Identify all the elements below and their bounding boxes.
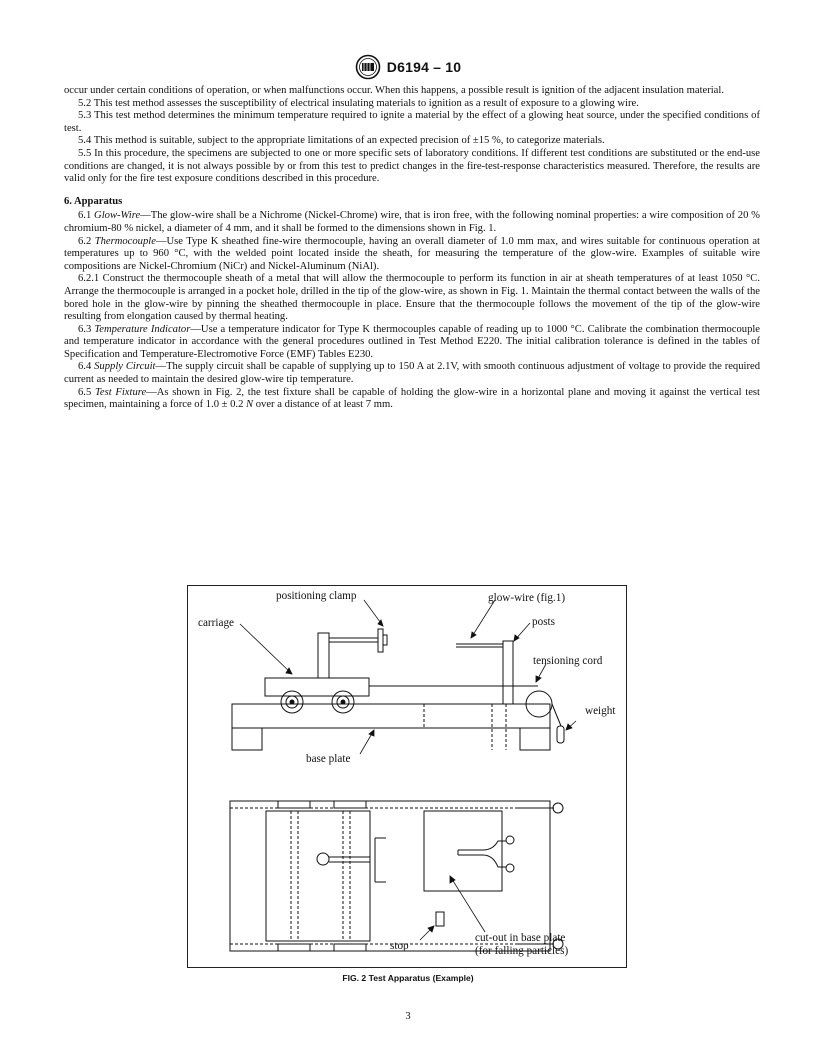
figure-caption: FIG. 2 Test Apparatus (Example): [342, 973, 474, 983]
label-cutout: cut-out in base plate: [475, 932, 566, 944]
page-number: 3: [405, 1011, 411, 1022]
term-thermocouple: Thermocouple: [94, 235, 156, 247]
top-view: [230, 801, 566, 951]
term-test-fixture: Test Fixture: [94, 386, 147, 398]
label-tensioning-cord: tensioning cord: [533, 655, 603, 667]
paragraph-6-4: 6.4 Supply Circuit—The supply circuit shall be capable of supplying up to 150 A at 2.1V, with smooth continuous adjustment of voltage to provide the required current as needed to maintain the desired glow-wire tip temperature.: [64, 361, 760, 386]
apparatus-drawing: [188, 586, 628, 969]
page-header: [0, 52, 816, 82]
label-glow-wire: glow-wire (fig.1): [488, 592, 566, 604]
document-body: [64, 85, 760, 412]
paragraph-6-2: 6.2 Thermocouple—Use Type K sheathed fine-wire thermocouple, having an overall diameter of 1.0 mm max, and wires suitable for continuous operation at temperatures up to 960 °C, with the welded point located inside the sheath, for measuring the temperature of the glow-wire. Examples of suitable wire compositions are Nickel-Chromium (NiCr) and Nickel-Aluminum (NiAl).: [64, 235, 761, 272]
label-base-plate: base plate: [306, 753, 351, 765]
paragraph-6-2-1: 6.2.1 Construct the thermocouple sheath of a metal that will allow the thermocouple to perform its function in air at sheath temperatures of at least 1050 °C. Arrange the thermocouple is arranged in a pocket hole, drilled in the tip of the glow-wire, as shown in Fig. 1. Maintain the thermal contact between the walls of the bored hole in the glow-wire by pinning the sheathed thermocouple in place. Ensure that the thermocouple follows the movement of the tip of the glow-wire resulting from elongation caused by thermal heating.: [64, 273, 760, 323]
label-cutout-note: (for falling particles): [475, 945, 569, 957]
leader-lines: [240, 600, 576, 940]
section-heading-apparatus: 6. Apparatus: [64, 195, 123, 207]
figure-test-apparatus: [187, 585, 627, 968]
label-stop: stop: [390, 940, 409, 952]
document-id: D6194 – 10: [386, 59, 462, 75]
paragraph-5-5: 5.5 In this procedure, the specimens are subjected to one or more specific sets of laboratory conditions. If different test conditions are substituted or the end-use conditions are changed, it is not always possible by or from this test to predict changes in the fire-test-response characteristics measured. Therefore, the results are valid only for the fire test exposure conditions described in this procedure.: [64, 147, 760, 185]
paragraph-5-3: 5.3 This test method determines the minimum temperature required to ignite a material by the effect of a glowing heat source, under the specified conditions of test.: [64, 110, 760, 134]
paragraph-continued: occur under certain conditions of operation, or when malfunctions occur. When this happens, a possible result is ignition of the adjacent insulation material.: [64, 85, 724, 96]
label-carriage: carriage: [198, 617, 235, 629]
label-posts: posts: [532, 616, 556, 628]
term-temperature-indicator: Temperature Indicator: [94, 323, 191, 335]
paragraph-5-2: 5.2 This test method assesses the susceptibility of electrical insulating materials to ignition as a result of exposure to a glowing wire.: [78, 97, 639, 109]
side-view: [232, 629, 564, 750]
label-weight: weight: [585, 705, 616, 717]
paragraph-6-1: 6.1 Glow-Wire—The glow-wire shall be a Nichrome (Nickel-Chrome) wire, that is iron free, with the following nominal properties: a wire composition of 20 % chromium-80 % nickel, a diameter of 4 mm, and it shall be formed to the dimensions shown in Fig. 1.: [64, 210, 760, 234]
term-supply-circuit: Supply Circuit: [94, 361, 156, 373]
paragraph-5-4: 5.4 This method is suitable, subject to the appropriate limitations of an expected precision of ±15 %, to categorize materials.: [78, 135, 605, 147]
paragraph-6-3: 6.3 Temperature Indicator—Use a temperature indicator for Type K thermocouples capable of reading up to 1000 °C. Calibrate the combination thermocouple and temperature indicator in accordance with the general procedures outlined in Test Method E220. The initial calibration tolerance is defined in the tables of Specification and Temperature-Electromotive Force (EMF) Tables E230.: [64, 323, 761, 360]
paragraph-6-5: 6.5 Test Fixture—As shown in Fig. 2, the test fixture shall be capable of holding the glow-wire in a horizontal plane and moving it against the vertical test specimen, maintaining a force of 1.0 ± 0.2 N over a distance of at least 7 mm.: [64, 386, 761, 411]
label-positioning-clamp: positioning clamp: [276, 590, 357, 602]
term-glow-wire: Glow-Wire: [94, 210, 141, 222]
astm-logo-icon: [355, 54, 381, 80]
